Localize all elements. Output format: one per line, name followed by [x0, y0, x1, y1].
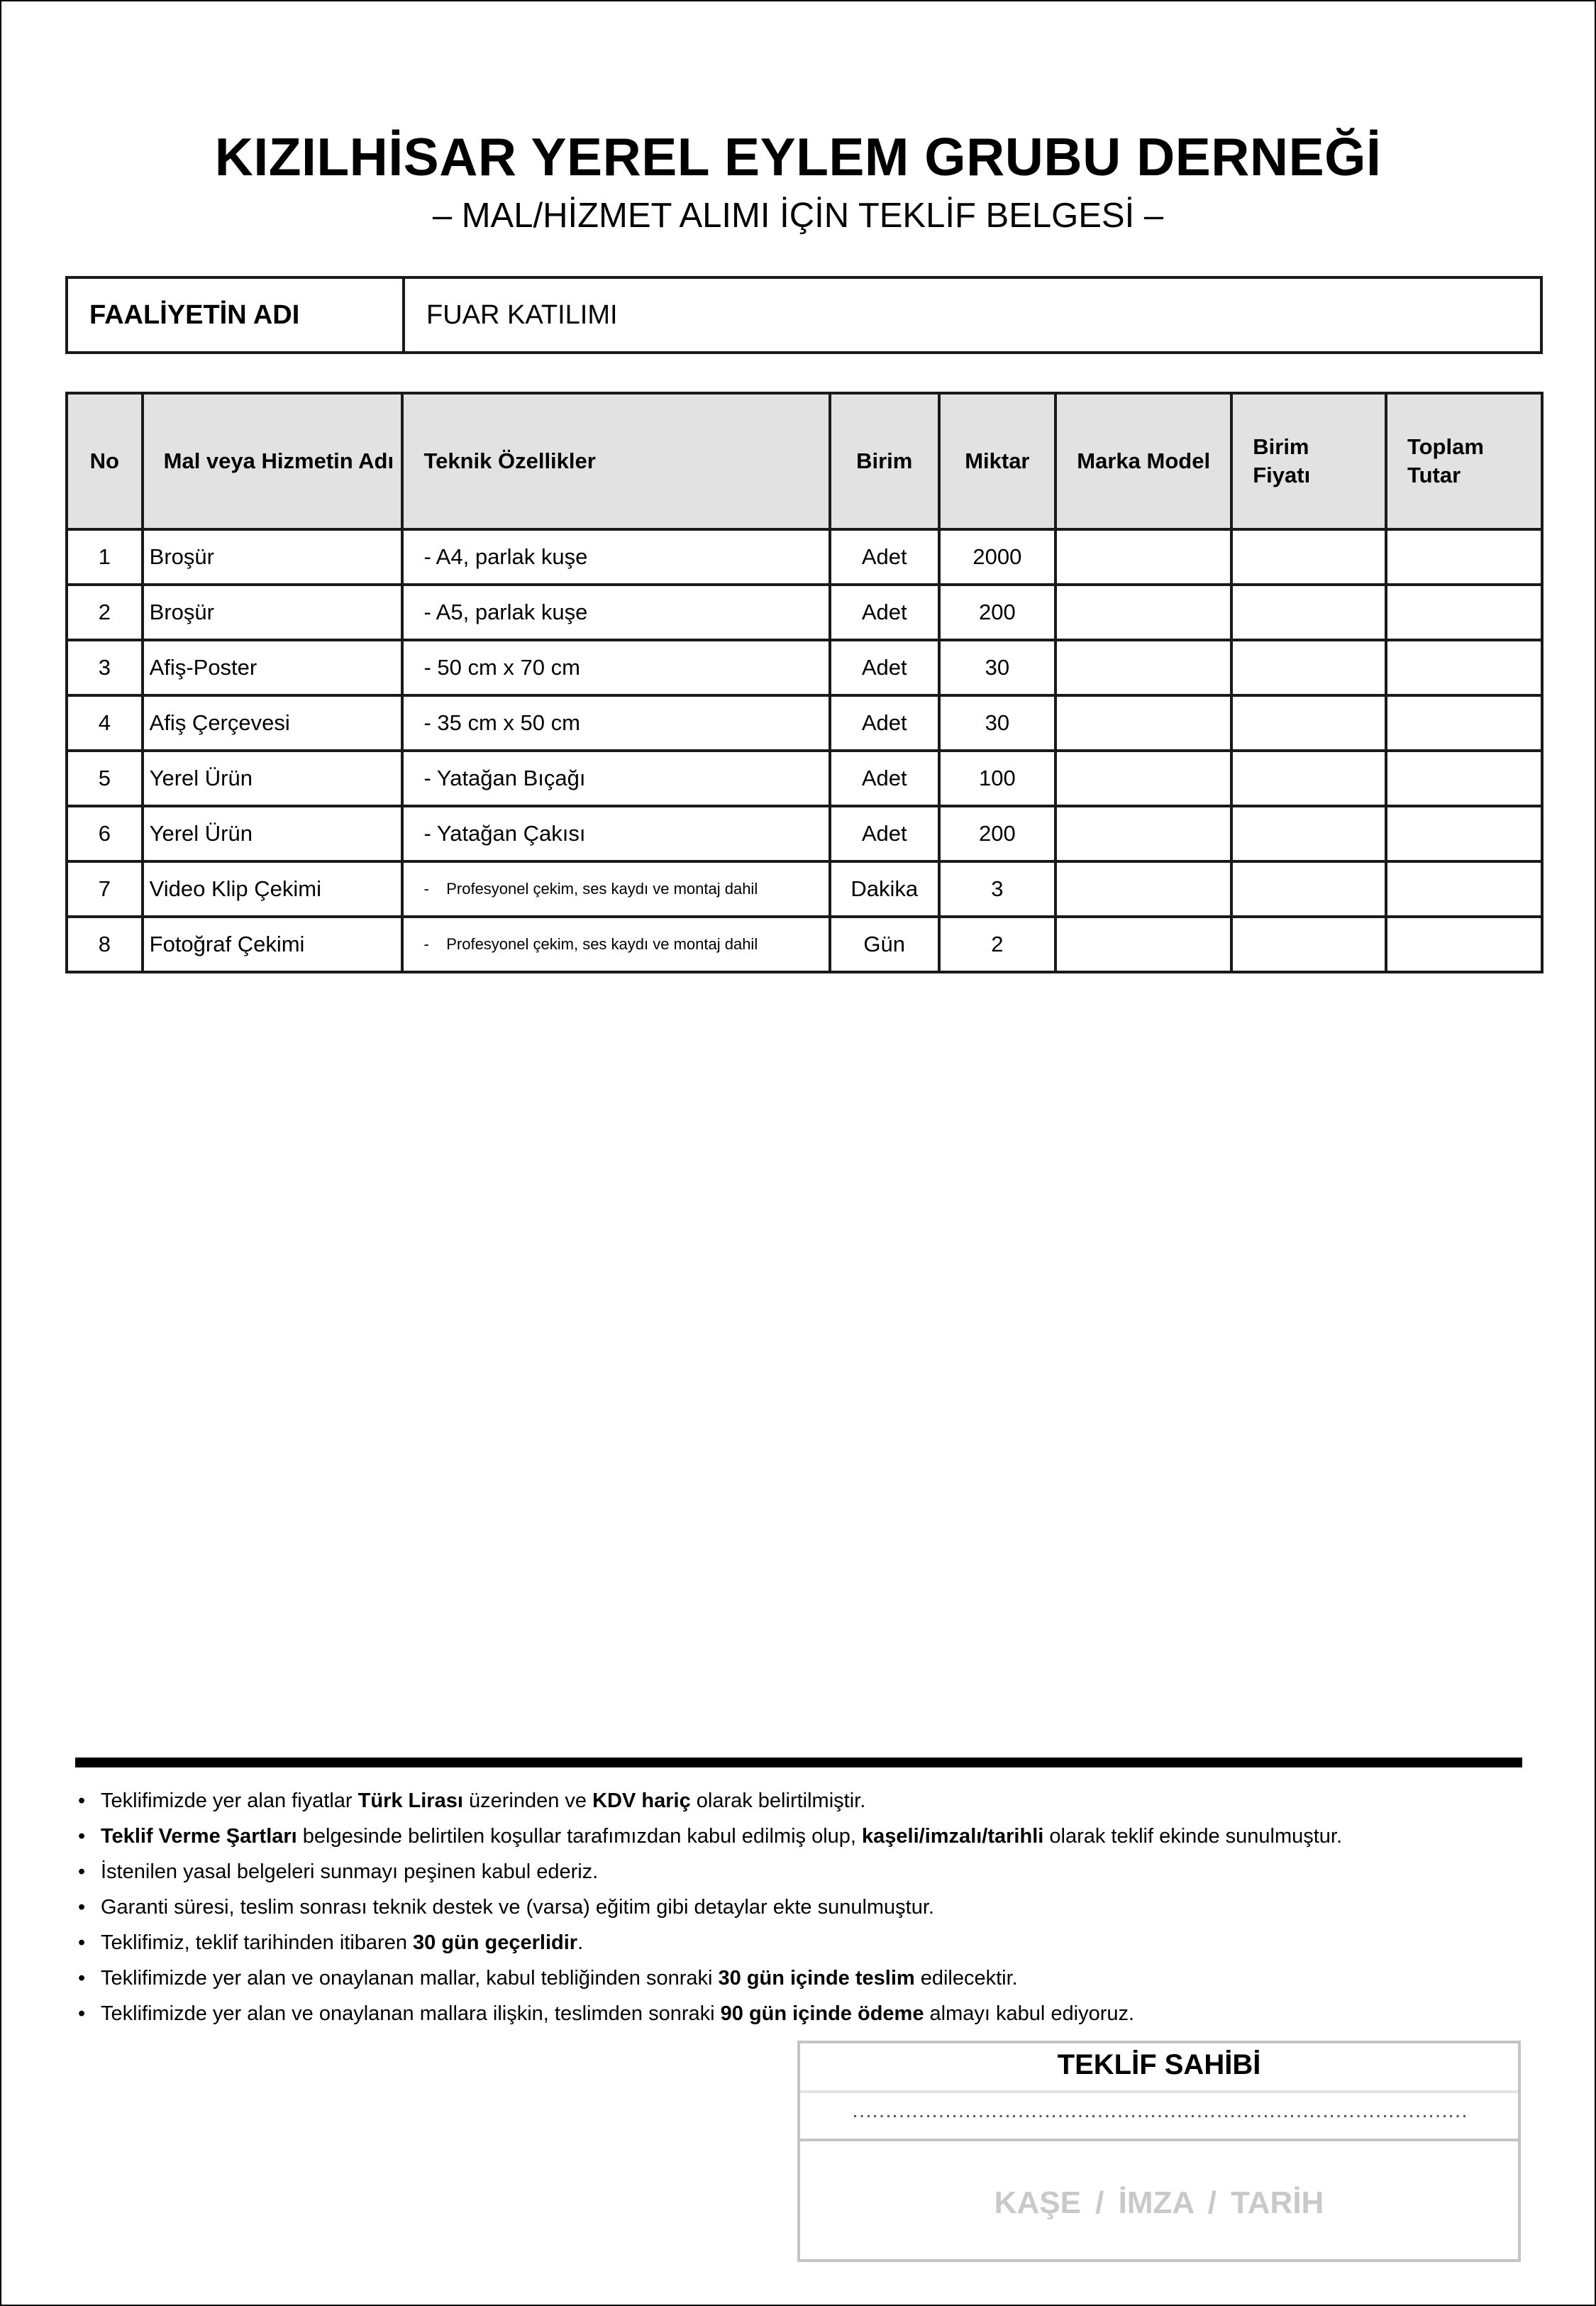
list-item	[78, 1854, 1532, 1890]
signature-title: TEKLİF SAHİBİ	[800, 2043, 1518, 2093]
note-text: edilecektir.	[914, 1967, 1018, 1990]
cell-total	[1386, 917, 1542, 972]
list-item	[78, 1890, 1532, 1925]
table-header-row	[67, 393, 1542, 529]
note-emphasis: 30 gün içinde teslim	[718, 1967, 915, 1990]
cell-unit-price	[1231, 695, 1386, 751]
cell-unit: Adet	[830, 585, 939, 640]
bullet: •	[78, 1967, 86, 1990]
table-row	[67, 695, 1542, 751]
activity-value: FUAR KATILIMI	[404, 277, 1541, 353]
cell-no: 2	[67, 585, 143, 640]
cell-no: 4	[67, 695, 143, 751]
cell-unit: Gün	[830, 917, 939, 972]
list-item	[78, 1925, 1532, 1960]
note-text: üzerinden ve	[462, 1789, 593, 1812]
cell-brand	[1055, 917, 1231, 972]
col-header-total: Toplam Tutar	[1386, 393, 1542, 529]
signature-box	[797, 2041, 1521, 2262]
cell-brand	[1055, 640, 1231, 695]
note-text: olarak teklif ekinde sunulmuştur.	[1043, 1825, 1343, 1848]
table-row	[67, 585, 1542, 640]
cell-unit: Adet	[830, 806, 939, 861]
cell-unit-price	[1231, 585, 1386, 640]
cell-brand	[1055, 529, 1231, 585]
table-row	[67, 640, 1542, 695]
cell-unit: Adet	[830, 695, 939, 751]
cell-total	[1386, 806, 1542, 861]
cell-spec: - 50 cm x 70 cm	[402, 640, 829, 695]
note-text: İstenilen yasal belgeleri sunmayı peşinen kabul ederiz.	[101, 1860, 599, 1883]
document-subtitle: – MAL/HİZMET ALIMI İÇİN TEKLİF BELGESİ –	[432, 197, 1164, 235]
cell-total	[1386, 585, 1542, 640]
bullet: •	[78, 1789, 86, 1812]
cell-no: 1	[67, 529, 143, 585]
bullet: •	[78, 1931, 86, 1954]
cell-unit-price	[1231, 861, 1386, 917]
col-header-name: Mal veya Hizmetin Adı	[143, 393, 403, 529]
col-header-spec: Teknik Özellikler	[402, 393, 829, 529]
note-emphasis: 30 gün geçerlidir	[413, 1931, 578, 1954]
cell-name: Video Klip Çekimi	[143, 861, 403, 917]
cell-name: Fotoğraf Çekimi	[143, 917, 403, 972]
cell-total	[1386, 695, 1542, 751]
cell-name: Broşür	[143, 529, 403, 585]
list-item	[78, 1819, 1532, 1854]
items-table	[65, 392, 1544, 973]
cell-qty: 2000	[939, 529, 1056, 585]
cell-no: 8	[67, 917, 143, 972]
cell-unit-price	[1231, 529, 1386, 585]
cell-name: Broşür	[143, 585, 403, 640]
cell-name: Yerel Ürün	[143, 751, 403, 806]
list-item	[78, 1960, 1532, 1996]
bullet: •	[78, 2002, 86, 2025]
cell-spec: - Profesyonel çekim, ses kaydı ve montaj dahil	[402, 861, 829, 917]
cell-spec: - Profesyonel çekim, ses kaydı ve montaj dahil	[402, 917, 829, 972]
cell-unit-price	[1231, 917, 1386, 972]
cell-total	[1386, 861, 1542, 917]
cell-brand	[1055, 861, 1231, 917]
col-header-unit-price: Birim Fiyatı	[1231, 393, 1386, 529]
cell-brand	[1055, 751, 1231, 806]
note-text: Teklifimizde yer alan ve onaylanan mallara ilişkin, teslimden sonraki	[101, 2002, 721, 2025]
stamp-placeholder: KAŞE / İMZA / TARİH	[994, 2185, 1324, 2220]
note-text: belgesinde belirtilen koşullar tarafımızdan kabul edilmiş olup,	[297, 1825, 863, 1848]
note-text: Garanti süresi, teslim sonrası teknik destek ve (varsa) eğitim gibi detaylar ekte sunulmuştur.	[101, 1896, 934, 1919]
cell-brand	[1055, 695, 1231, 751]
cell-spec: - A4, parlak kuşe	[402, 529, 829, 585]
cell-name: Afiş Çerçevesi	[143, 695, 403, 751]
cell-total	[1386, 529, 1542, 585]
list-item	[78, 1996, 1532, 2031]
cell-brand	[1055, 806, 1231, 861]
cell-spec: - Yatağan Bıçağı	[402, 751, 829, 806]
note-emphasis: kaşeli/imzalı/tarihli	[862, 1825, 1044, 1848]
cell-qty: 30	[939, 640, 1056, 695]
table-row	[67, 751, 1542, 806]
note-text: Teklifimizde yer alan fiyatlar	[101, 1789, 358, 1812]
note-emphasis: 90 gün içinde ödeme	[720, 2002, 924, 2025]
cell-qty: 100	[939, 751, 1056, 806]
cell-no: 7	[67, 861, 143, 917]
cell-total	[1386, 751, 1542, 806]
activity-label: FAALİYETİN ADI	[67, 277, 404, 353]
cell-unit: Adet	[830, 640, 939, 695]
terms-list	[78, 1783, 1532, 2031]
note-text: Teklifimizde yer alan ve onaylanan mallar, kabul tebliğinden sonraki	[101, 1967, 719, 1990]
bullet: •	[78, 1860, 86, 1883]
document-title: KIZILHİSAR YEREL EYLEM GRUBU DERNEĞİ	[214, 127, 1382, 187]
table-row	[67, 806, 1542, 861]
note-emphasis: KDV hariç	[592, 1789, 691, 1812]
cell-qty: 2	[939, 917, 1056, 972]
note-emphasis: Türk Lirası	[358, 1789, 463, 1812]
cell-qty: 200	[939, 806, 1056, 861]
signature-name-line: …………………………………………………………………………………	[800, 2093, 1518, 2141]
col-header-brand: Marka Model	[1055, 393, 1231, 529]
cell-unit-price	[1231, 751, 1386, 806]
cell-qty: 3	[939, 861, 1056, 917]
note-text: olarak belirtilmiştir.	[690, 1789, 866, 1812]
cell-unit: Adet	[830, 751, 939, 806]
cell-spec: - 35 cm x 50 cm	[402, 695, 829, 751]
cell-name: Yerel Ürün	[143, 806, 403, 861]
list-item	[78, 1783, 1532, 1819]
cell-qty: 30	[939, 695, 1056, 751]
cell-unit-price	[1231, 640, 1386, 695]
cell-no: 5	[67, 751, 143, 806]
cell-unit: Adet	[830, 529, 939, 585]
table-row	[67, 529, 1542, 585]
activity-table	[65, 276, 1543, 354]
cell-unit: Dakika	[830, 861, 939, 917]
cell-total	[1386, 640, 1542, 695]
note-emphasis: Teklif Verme Şartları	[101, 1825, 297, 1848]
note-text: .	[577, 1931, 584, 1954]
table-row	[67, 917, 1542, 972]
cell-spec: - Yatağan Çakısı	[402, 806, 829, 861]
bullet: •	[78, 1896, 86, 1919]
col-header-unit: Birim	[830, 393, 939, 529]
section-divider	[75, 1758, 1522, 1767]
bullet: •	[78, 1825, 86, 1848]
cell-name: Afiş-Poster	[143, 640, 403, 695]
table-row	[67, 861, 1542, 917]
col-header-qty: Miktar	[939, 393, 1056, 529]
cell-qty: 200	[939, 585, 1056, 640]
note-text: Teklifimiz, teklif tarihinden itibaren	[101, 1931, 414, 1954]
note-text: almayı kabul ediyoruz.	[924, 2002, 1135, 2025]
col-header-no: No	[67, 393, 143, 529]
cell-no: 3	[67, 640, 143, 695]
cell-brand	[1055, 585, 1231, 640]
cell-unit-price	[1231, 806, 1386, 861]
cell-no: 6	[67, 806, 143, 861]
cell-spec: - A5, parlak kuşe	[402, 585, 829, 640]
